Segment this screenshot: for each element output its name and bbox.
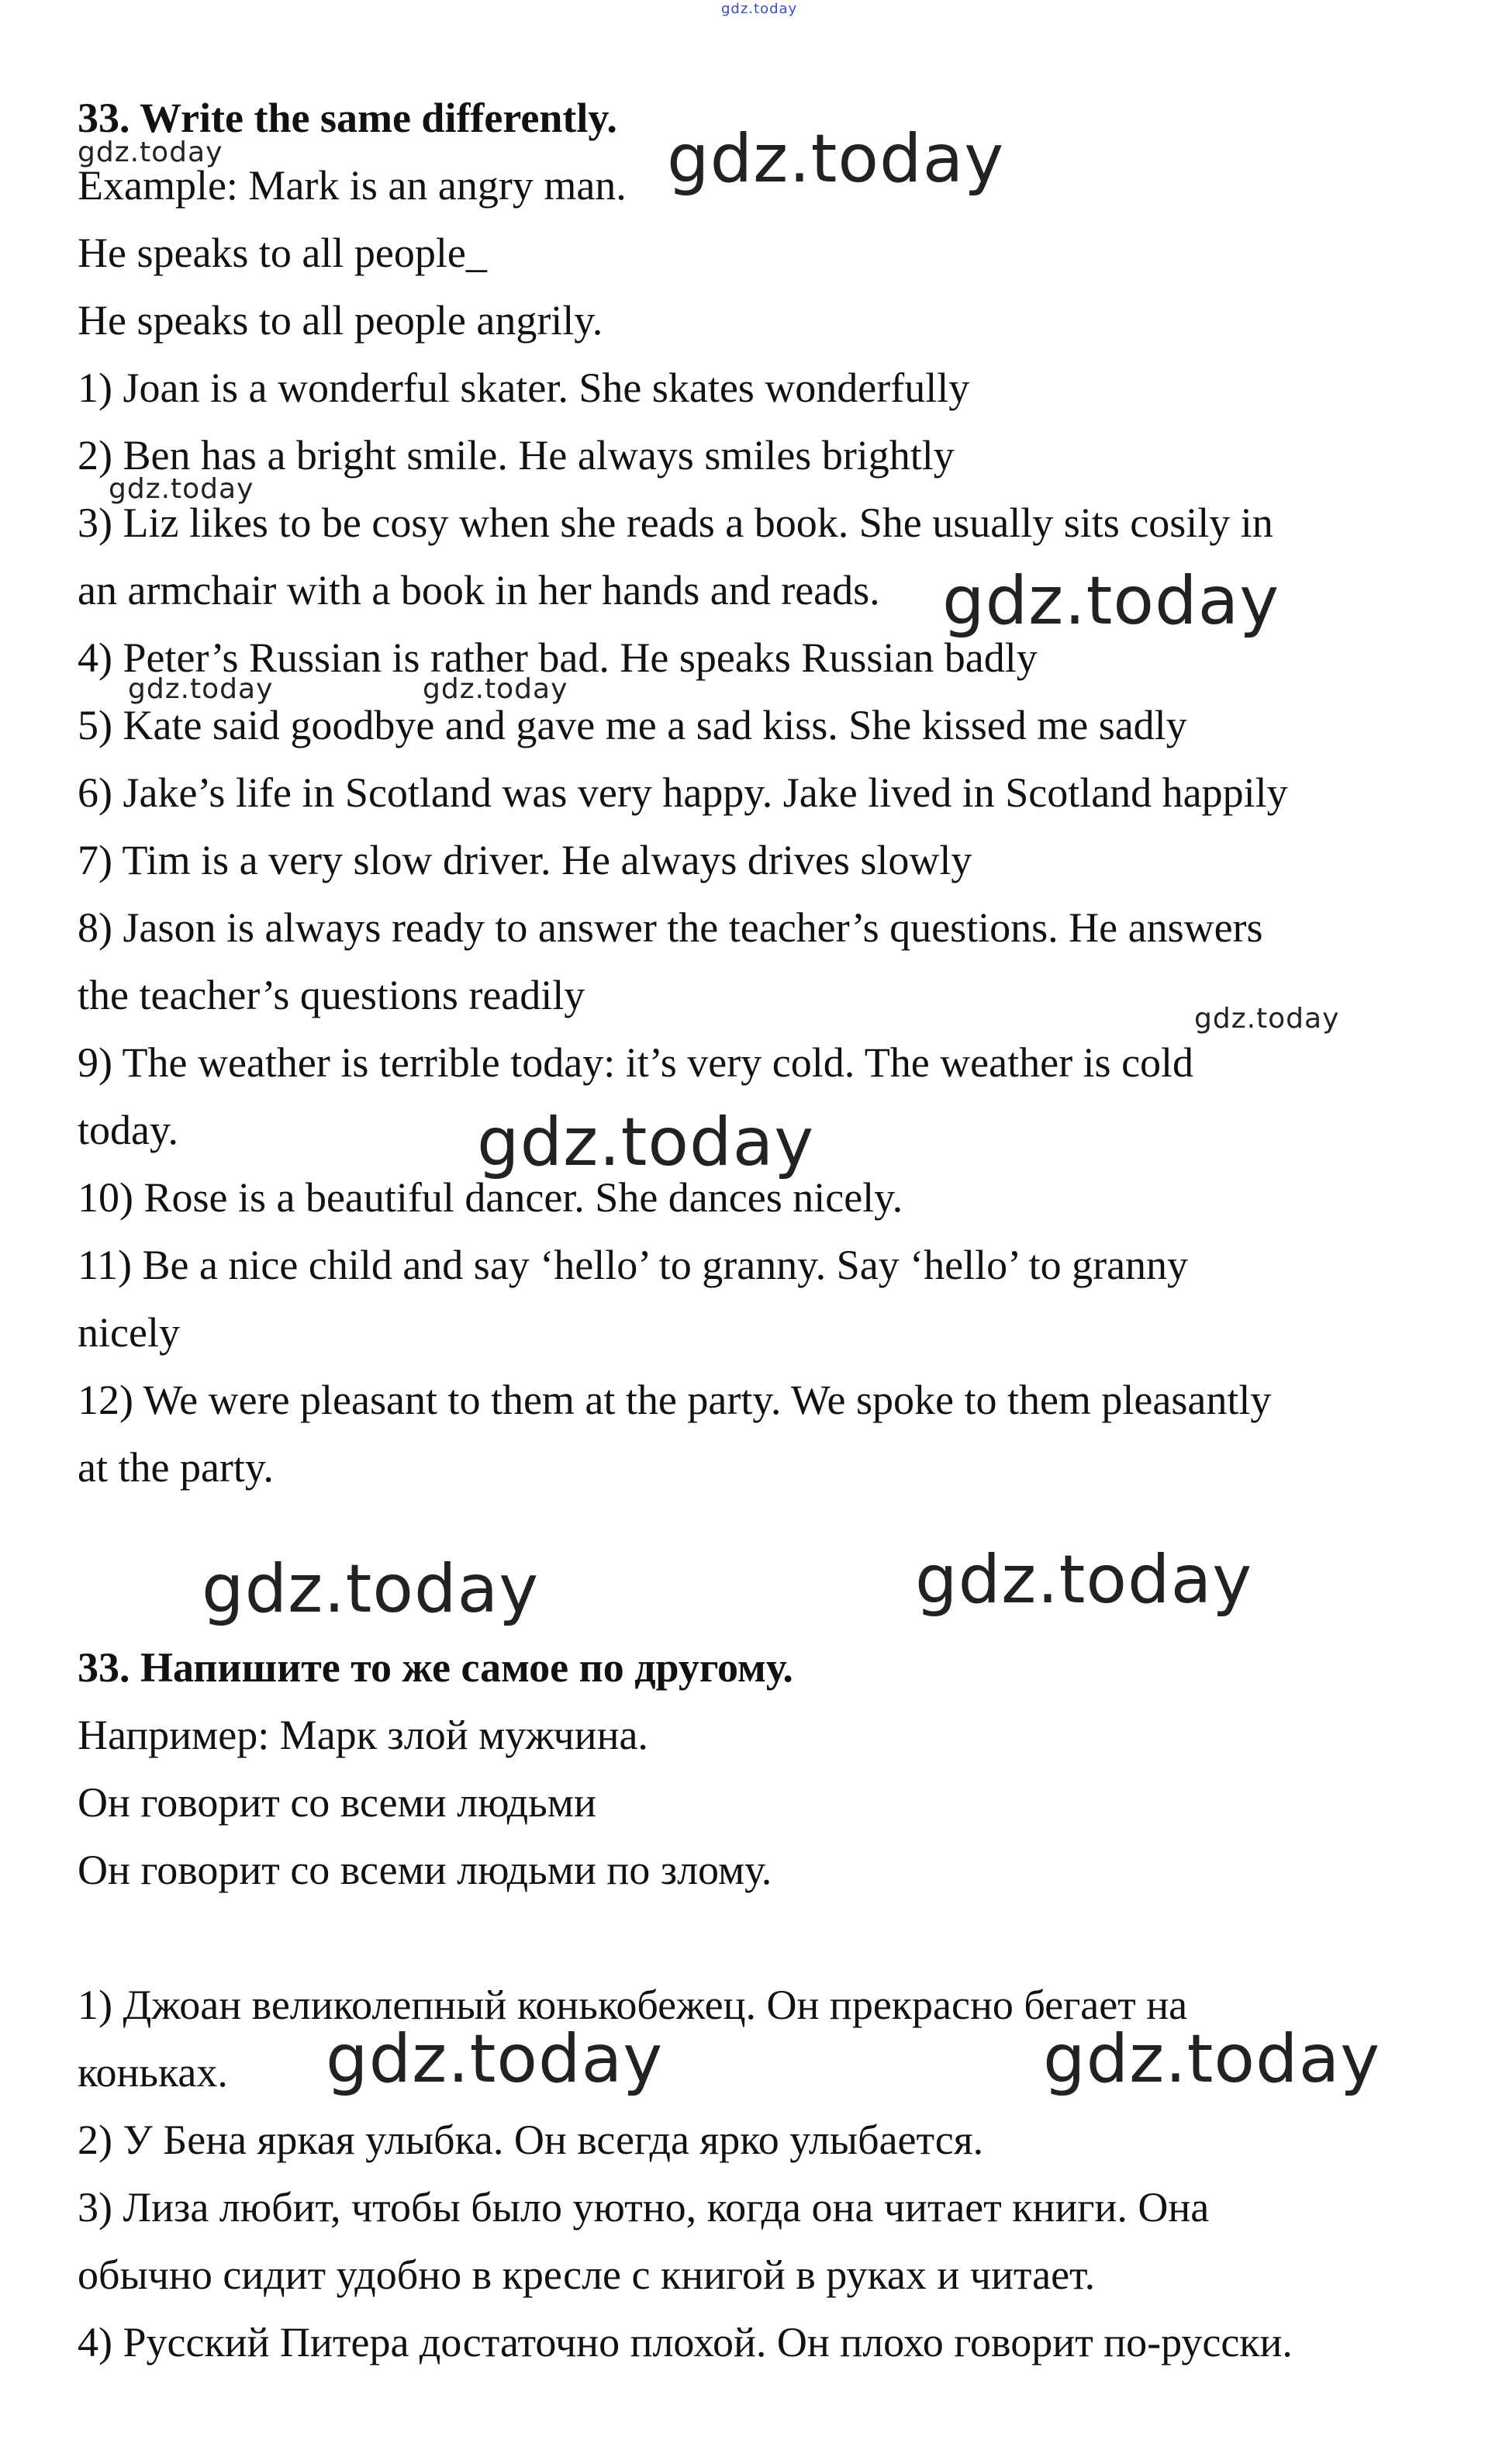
watermark: gdz.today [423, 673, 568, 705]
exercise-heading-en: 33. Write the same differently. [78, 95, 617, 141]
text-line: Он говорит со всеми людьми [78, 1779, 596, 1826]
text-line: at the party. [78, 1444, 274, 1491]
text-line: an armchair with a book in her hands and reads. [78, 567, 880, 613]
watermark: gdz.today [1194, 1003, 1340, 1035]
text-line: today. [78, 1107, 178, 1153]
text-line: 3) Liz likes to be cosy when she reads a book. She usually sits cosily in [78, 499, 1273, 546]
text-line: 8) Jason is always ready to answer the teacher’s questions. He answers [78, 904, 1263, 951]
text-line: 1) Joan is a wonderful skater. She skates wonderfully [78, 365, 970, 411]
watermark: gdz.today [667, 120, 1005, 198]
text-line: 3) Лиза любит, чтобы было уютно, когда она читает книги. Она [78, 2184, 1210, 2231]
text-line: the teacher’s questions readily [78, 972, 585, 1018]
watermark: gdz.today [109, 473, 254, 505]
text-line: Например: Марк злой мужчина. [78, 1712, 648, 1758]
text-line: Example: Mark is an angry man. [78, 162, 627, 209]
watermark: gdz.today [942, 562, 1280, 640]
text-line: 2) Ben has a bright smile. He always smiles brightly [78, 432, 955, 479]
text-line: 7) Tim is a very slow driver. He always drives slowly [78, 837, 972, 883]
exercise-heading-ru: 33. Напишите то же самое по другому. [78, 1644, 793, 1691]
watermark: gdz.today [326, 2020, 664, 2098]
watermark: gdz.today [477, 1104, 815, 1181]
text-line: He speaks to all people_ [78, 230, 487, 276]
watermark: gdz.today [78, 137, 223, 168]
text-line: 11) Be a nice child and say ‘hello’ to granny. Say ‘hello’ to granny [78, 1242, 1189, 1288]
watermark: gdz.today [915, 1541, 1253, 1619]
text-line: коньках. [78, 2049, 228, 2096]
text-line: 2) У Бена яркая улыбка. Он всегда ярко улыбается. [78, 2117, 984, 2163]
text-line: nicely [78, 1309, 180, 1356]
text-line: 4) Peter’s Russian is rather bad. He speaks Russian badly [78, 634, 1038, 681]
text-line: обычно сидит удобно в кресле с книгой в руках и читает. [78, 2251, 1096, 2298]
text-line: 6) Jake’s life in Scotland was very happy. Jake lived in Scotland happily [78, 769, 1288, 816]
text-line: 4) Русский Питера достаточно плохой. Он плохо говорит по-русски. [78, 2319, 1293, 2366]
text-line: 10) Rose is a beautiful dancer. She dances nicely. [78, 1174, 903, 1221]
watermark: gdz.today [128, 673, 274, 705]
watermark: gdz.today [1043, 2020, 1381, 2098]
text-line: 1) Джоан великолепный конькобежец. Он прекрасно бегает на [78, 1982, 1188, 2028]
text-line: Он говорит со всеми людьми по злому. [78, 1847, 772, 1893]
watermark: gdz.today [202, 1550, 540, 1628]
text-line: 12) We were pleasant to them at the party. We spoke to them pleasantly [78, 1377, 1272, 1423]
text-line: 5) Kate said goodbye and gave me a sad kiss. She kissed me sadly [78, 702, 1187, 748]
text-line: 9) The weather is terrible today: it’s very cold. The weather is cold [78, 1039, 1194, 1086]
text-line: He speaks to all people angrily. [78, 297, 603, 344]
watermark-top: gdz.today [721, 1, 798, 17]
